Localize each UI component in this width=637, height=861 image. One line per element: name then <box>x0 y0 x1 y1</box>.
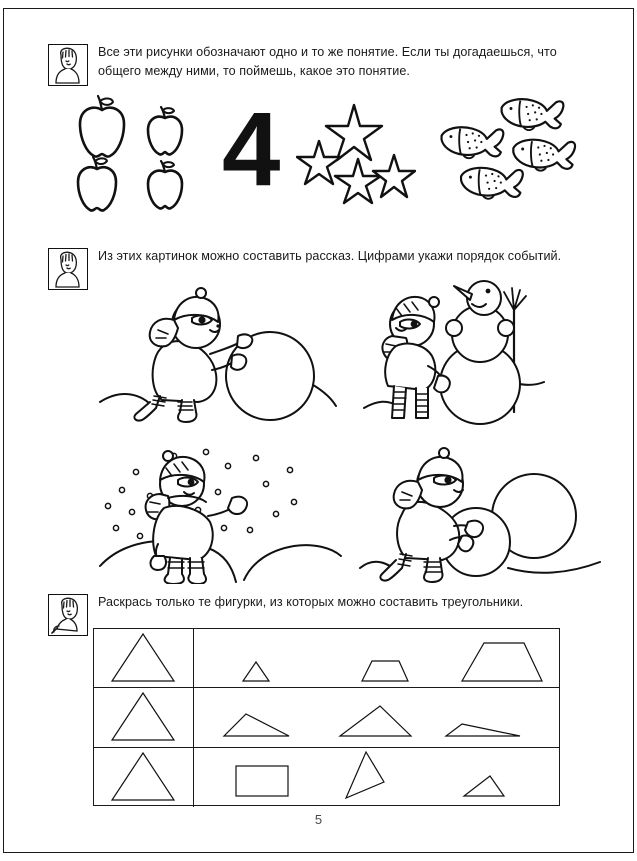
task-2-instruction: Из этих картинок можно составить рассказ. Цифрами укажи порядок событий. <box>98 249 562 263</box>
quadrilateral-kite <box>346 752 384 798</box>
scene-child-pushing-big-snowball <box>98 284 338 424</box>
task-3-instruction: Раскрась только те фигурки, из которых можно составить треугольники. <box>98 595 524 609</box>
table-row <box>94 748 559 807</box>
task-1 <box>0 44 637 202</box>
small-triangle <box>243 662 269 681</box>
scene-child-in-snowfall <box>98 444 343 584</box>
small-trapezoid <box>362 661 408 681</box>
svg-text:4: 4 <box>222 97 281 202</box>
flat-triangle-right <box>446 724 520 736</box>
fish-group <box>440 96 595 206</box>
small-right-triangle <box>464 776 504 796</box>
table-row <box>94 688 559 747</box>
scene-child-rolling-second-ball <box>358 444 603 584</box>
apples-group <box>60 94 230 219</box>
page-number: 5 <box>314 812 323 827</box>
figures-cell-row-3[interactable] <box>194 748 559 807</box>
obtuse-triangle-left <box>224 714 289 736</box>
stars-group <box>296 97 416 212</box>
figures-cell-row-1[interactable] <box>194 629 559 687</box>
child-face-writing-icon <box>48 594 88 636</box>
figures-cell-row-2[interactable] <box>194 688 559 746</box>
reference-triangle-cell[interactable] <box>94 688 194 746</box>
task-1-header <box>0 44 637 86</box>
rectangle <box>236 766 288 796</box>
scene-finished-snowman <box>362 280 597 425</box>
numeral-four <box>220 97 290 202</box>
table-row <box>94 629 559 688</box>
reference-triangle-cell[interactable] <box>94 748 194 807</box>
task-2 <box>0 248 637 290</box>
reference-triangle-cell[interactable] <box>94 629 194 687</box>
child-face-icon <box>48 44 88 86</box>
task-1-instruction: Все эти рисунки обозначают одно и то же понятие. Если ты догадаешься, что общего между ними, то поймешь, какое это понятие. <box>98 45 557 78</box>
scalene-triangle-middle <box>340 706 411 736</box>
large-trapezoid <box>462 643 542 681</box>
figures-table <box>93 628 560 806</box>
child-face-icon <box>48 248 88 290</box>
